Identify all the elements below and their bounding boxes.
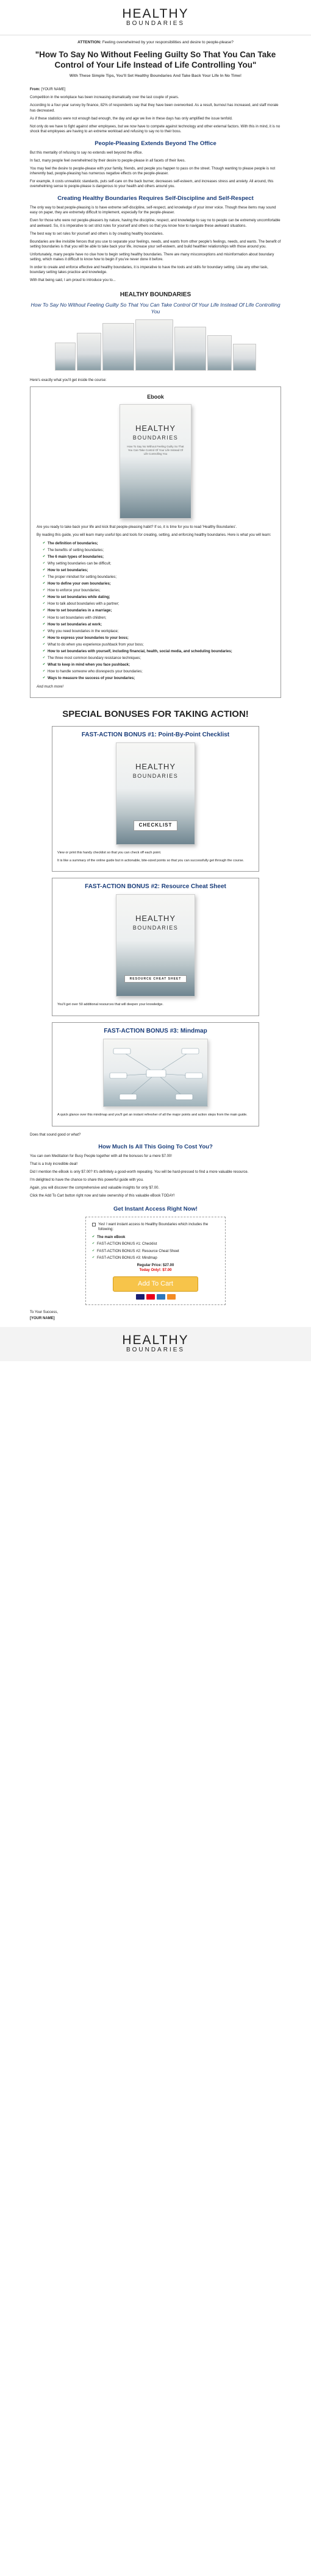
bonus-title: FAST-ACTION BONUS #1: Point-By-Point Checklist xyxy=(81,731,230,738)
bonus-para: View or print this handy checklist so that you can check off each point. xyxy=(57,851,162,855)
list-item: ✔ How to set boundaries in a marriage; xyxy=(43,608,274,613)
product-tagline: How To Say No Without Feeling Guilty So That You Can Take Control Of Your Life Instead Of Life Controlling You xyxy=(30,301,281,315)
section-para: In order to create and enforce effective and healthy boundaries, it is imperative to have the tools and skills for boundary setting. Like any other task, boundary setting takes practice and knowledge. xyxy=(30,266,268,275)
cover-title-top: HEALTHY xyxy=(135,424,176,433)
checklist-label: CHECKLIST xyxy=(134,820,178,831)
section-para: Boundaries are like invisible fences that you use to separate your feelings, needs, and wants from other people's feelings, needs, and wants. The benefit of setting boundaries is that you will be able to take back your life, increase your self-esteem, and build healthier relationships with those around you. xyxy=(30,240,281,249)
section-title: Creating Healthy Boundaries Requires Self-Discipline and Self-Respect xyxy=(57,195,254,202)
section-para: The best way to set rules for yourself and others is by creating healthy boundaries. xyxy=(30,232,164,236)
bonus-para: A quick glance over this mindmap and you'll get an instant refresher of all the major points and action steps from the main guide. xyxy=(57,1113,248,1117)
attention-text: Feeling overwhelmed by your responsibilities and desire to people-please? xyxy=(101,40,234,44)
regular-price: Regular Price: $27.00 xyxy=(137,1263,174,1267)
intro-para: Not only do we have to fight against other employees, but we now have to compete against technology and other external factors. With this in mind, it is no shock that employees are having to an extreme workload and refusing to say no to their boss. xyxy=(30,124,281,133)
add-to-cart-button[interactable]: Add To Cart xyxy=(113,1276,198,1292)
pricing-para: You can own Meditation for Busy People together with all the bonuses for a mere $7.00! xyxy=(30,1154,172,1158)
product-bundle-image xyxy=(30,318,281,371)
ebook-cover xyxy=(120,404,191,519)
cheatsheet-cover: HEALTHY BOUNDARIES RESOURCE CHEAT SHEET xyxy=(116,894,195,997)
order-title: Get Instant Access Right Now! xyxy=(113,1206,198,1213)
signoff-line: To Your Success, xyxy=(30,1310,59,1314)
after-bonus: Does that sound good or what? xyxy=(30,1133,81,1137)
list-item: ✔ Why setting boundaries can be difficult; xyxy=(43,561,274,566)
cover-subtitle: How To Say No Without Feeling Guilty So That You Can Take Control Of Your Life Instead Of Life Controlling You xyxy=(127,445,184,456)
order-items xyxy=(92,1235,219,1260)
signoff-name: [YOUR NAME] xyxy=(30,1316,55,1320)
footer-logo-top: HEALTHY xyxy=(122,1333,189,1348)
pricing-para: Again, you will discover the comprehensive and valuable insights for only $7.00. xyxy=(30,1186,160,1190)
inside-intro: Here's exactly what you'll get inside the course: xyxy=(30,379,107,383)
pricing-para: Click the Add To Cart button right now and take ownership of this valuable eBook TODAY! xyxy=(30,1194,175,1198)
bundle-item xyxy=(233,344,256,371)
site-footer xyxy=(0,1327,311,1361)
list-item: ✔ Why you need boundaries in the workplace; xyxy=(43,629,274,634)
list-item: ✔ Ways to measure the success of your boundaries; xyxy=(43,676,274,681)
intro-para: Competition in the workplace has been increasing dramatically over the last couple of years. xyxy=(30,96,179,100)
pricing-para: Did I mention the eBook is only $7.00? It's definitely a good-worth repeating. You will be hard-pressed to find a more valuable resource. xyxy=(30,1170,249,1174)
ebook-para: Are you ready to take back your life and kick that people-pleasing habit? If so, it is time for you to read 'Healthy Boundaries'. xyxy=(37,525,237,530)
section-para: With that being said, I am proud to introduce you to... xyxy=(30,279,116,283)
section-title: People-Pleasing Extends Beyond The Office xyxy=(95,140,216,147)
list-item: ✔ The main eBook xyxy=(92,1235,219,1240)
ebook-label: Ebook xyxy=(147,394,164,400)
subheadline: With These Simple Tips, You'll Set Healthy Boundaries And Take Back Your Life In No Time! xyxy=(69,73,242,78)
list-item: ✔ The definition of boundaries; xyxy=(43,541,274,546)
bonus-title: FAST-ACTION BONUS #2: Resource Cheat Sheet xyxy=(85,883,226,890)
attention-line xyxy=(30,40,281,46)
bonus-para: It is like a summary of the online guide but in actionable, bite-sized points so that you can successfully get through the course. xyxy=(57,858,245,863)
mindmap-graphic xyxy=(104,1039,209,1108)
pricing-para: I'm delighted to have the chance to share this powerful guide with you. xyxy=(30,1178,144,1183)
cheatsheet-label: RESOURCE CHEAT SHEET xyxy=(124,975,187,983)
visa-icon xyxy=(136,1294,145,1300)
checkbox-icon[interactable] xyxy=(92,1223,96,1226)
bundle-item xyxy=(55,343,76,371)
logo-top: HEALTHY xyxy=(122,7,189,21)
discover-icon xyxy=(167,1294,176,1300)
order-confirm-checkbox[interactable] xyxy=(92,1222,219,1232)
section-para: The only way to beat people-pleasing is to have extreme self-discipline, self-respect, and knowledge of your inner voice. Though these items may sound easy on paper, they are extremely difficult to implement, especially for the people-pleaser. xyxy=(30,206,276,215)
footer-logo-bottom: BOUNDARIES xyxy=(126,1347,185,1354)
bonus-box-1 xyxy=(52,726,259,872)
bonus-box-3 xyxy=(52,1022,259,1126)
section-para: For example, it costs unrealistic standards, puts self-care on the back burner, decreases self-esteem, and increases stress and anxiety. All around, this overwhelming sense to people-please is dangerous to your health and others around you. xyxy=(30,180,274,189)
from-line: From: [YOUR NAME] xyxy=(30,88,66,92)
bonus-para: You'll get over 50 additional resources that will deepen your knowledge. xyxy=(57,1003,163,1007)
section-para: In fact, many people feel overwhelmed by their desire to people-please in all facets of their lives. xyxy=(30,158,186,163)
ebook-box xyxy=(30,386,281,697)
bundle-item xyxy=(135,319,173,371)
pricing-title: How Much Is All This Going To Cost You? xyxy=(98,1143,213,1150)
order-check-text: Yes! I want instant access to Healthy Boundaries which includes the following: xyxy=(98,1223,209,1232)
list-item: ✔ How to enforce your boundaries; xyxy=(43,588,274,593)
section-para: Even for those who were not people-pleasers by nature, having the discipline, respect, and knowledge to say no to people can be extremely uncomfortable and awkward. So, it is imperative to set strict rules for yourself and others so that you know how to navigate these awkward situations. xyxy=(30,219,281,228)
bundle-item xyxy=(77,333,101,371)
attention-label: ATTENTION: xyxy=(77,40,102,44)
list-item: ✔ The 6 main types of boundaries; xyxy=(43,555,274,560)
bonus-title: FAST-ACTION BONUS #3: Mindmap xyxy=(104,1027,207,1034)
bonus-box-2 xyxy=(52,878,259,1016)
list-item: ✔ How to set boundaries; xyxy=(43,568,274,573)
list-item: ✔ What to keep in mind when you face pushback; xyxy=(43,663,274,667)
list-item: ✔ How to set boundaries with children; xyxy=(43,616,274,621)
list-item: ✔ How to handle someone who disrespects your boundaries; xyxy=(43,669,274,674)
amex-icon xyxy=(157,1294,165,1300)
list-item: ✔ How to set boundaries while dating; xyxy=(43,595,274,600)
list-item: ✔ The benefits of setting boundaries; xyxy=(43,548,274,553)
mindmap-image xyxy=(103,1039,208,1107)
section-para: You may feel the desire to people-please with your family, friends, and people you happen to pass on the street. Though wanting to please people is not inherently bad, people-pleasing has numerous negative effects on the people-pleaser. xyxy=(30,167,276,176)
list-item: ✔ How to define your own boundaries; xyxy=(43,582,274,586)
product-name: HEALTHY BOUNDARIES xyxy=(120,291,191,299)
ebook-bullet-list xyxy=(43,541,274,681)
pricing-para: That is a truly incredible deal! xyxy=(30,1162,78,1166)
intro-para: As if these statistics were not enough bad enough, the day and age we live in these days has only amplified the issue tenfold. xyxy=(30,116,233,121)
today-price: Today Only!: $7.00 xyxy=(139,1268,172,1272)
order-box xyxy=(85,1217,226,1305)
list-item: ✔ How to set boundaries with yourself, including financial, health, social media, and scheduling boundaries; xyxy=(43,649,274,654)
ebook-para: By reading this guide, you will learn many useful tips and tools for creating, setting, and enforcing healthy boundaries. Here is what you will learn: xyxy=(37,533,271,538)
list-item: ✔ How to set boundaries at work; xyxy=(43,622,274,627)
list-item: ✔ FAST-ACTION BONUS #3: Mindmap xyxy=(92,1256,219,1261)
list-item: ✔ How to express your boundaries to your boss; xyxy=(43,636,274,641)
section-para: But this mentality of refusing to say no extends well beyond the office. xyxy=(30,151,143,155)
logo-bottom: BOUNDARIES xyxy=(126,20,185,27)
checklist-cover: HEALTHY BOUNDARIES CHECKLIST xyxy=(116,742,195,845)
list-item: ✔ The proper mindset for setting boundaries; xyxy=(43,575,274,580)
content xyxy=(30,40,281,1321)
site-header xyxy=(0,0,311,35)
list-item: ✔ The three most common boundary resistance techniques; xyxy=(43,656,274,661)
bonus-heading: SPECIAL BONUSES FOR TAKING ACTION! xyxy=(62,708,249,719)
bundle-item xyxy=(207,335,232,371)
ebook-outro: And much more! xyxy=(37,685,64,689)
list-item: ✔ What to do when you experience pushback from your boss; xyxy=(43,642,274,647)
bundle-item xyxy=(102,323,134,371)
cover-title-bottom: BOUNDARIES xyxy=(132,434,179,441)
bundle-item xyxy=(174,327,206,371)
intro-para: According to a four-year survey by finance, 82% of respondents say that they have been overworked. As a result, burnout has increased, and staff morale has decreased. xyxy=(30,104,279,113)
list-item: ✔ FAST-ACTION BONUS #2: Resource Cheat Sheet xyxy=(92,1249,219,1254)
list-item: ✔ How to talk about boundaries with a partner; xyxy=(43,602,274,607)
mastercard-icon xyxy=(146,1294,155,1300)
payment-cards xyxy=(92,1294,219,1300)
section-para: Unfortunately, many people have no clue how to begin setting healthy boundaries. There are many misconceptions and misinformation about boundary setting, which makes it difficult to know how to begin if you've never done it before. xyxy=(30,252,274,262)
list-item: ✔ FAST-ACTION BONUS #1: Checklist xyxy=(92,1242,219,1247)
headline: "How To Say No Without Feeling Guilty So That You Can Take Control of Your Life Instead of Life Controlling You" xyxy=(35,49,276,69)
